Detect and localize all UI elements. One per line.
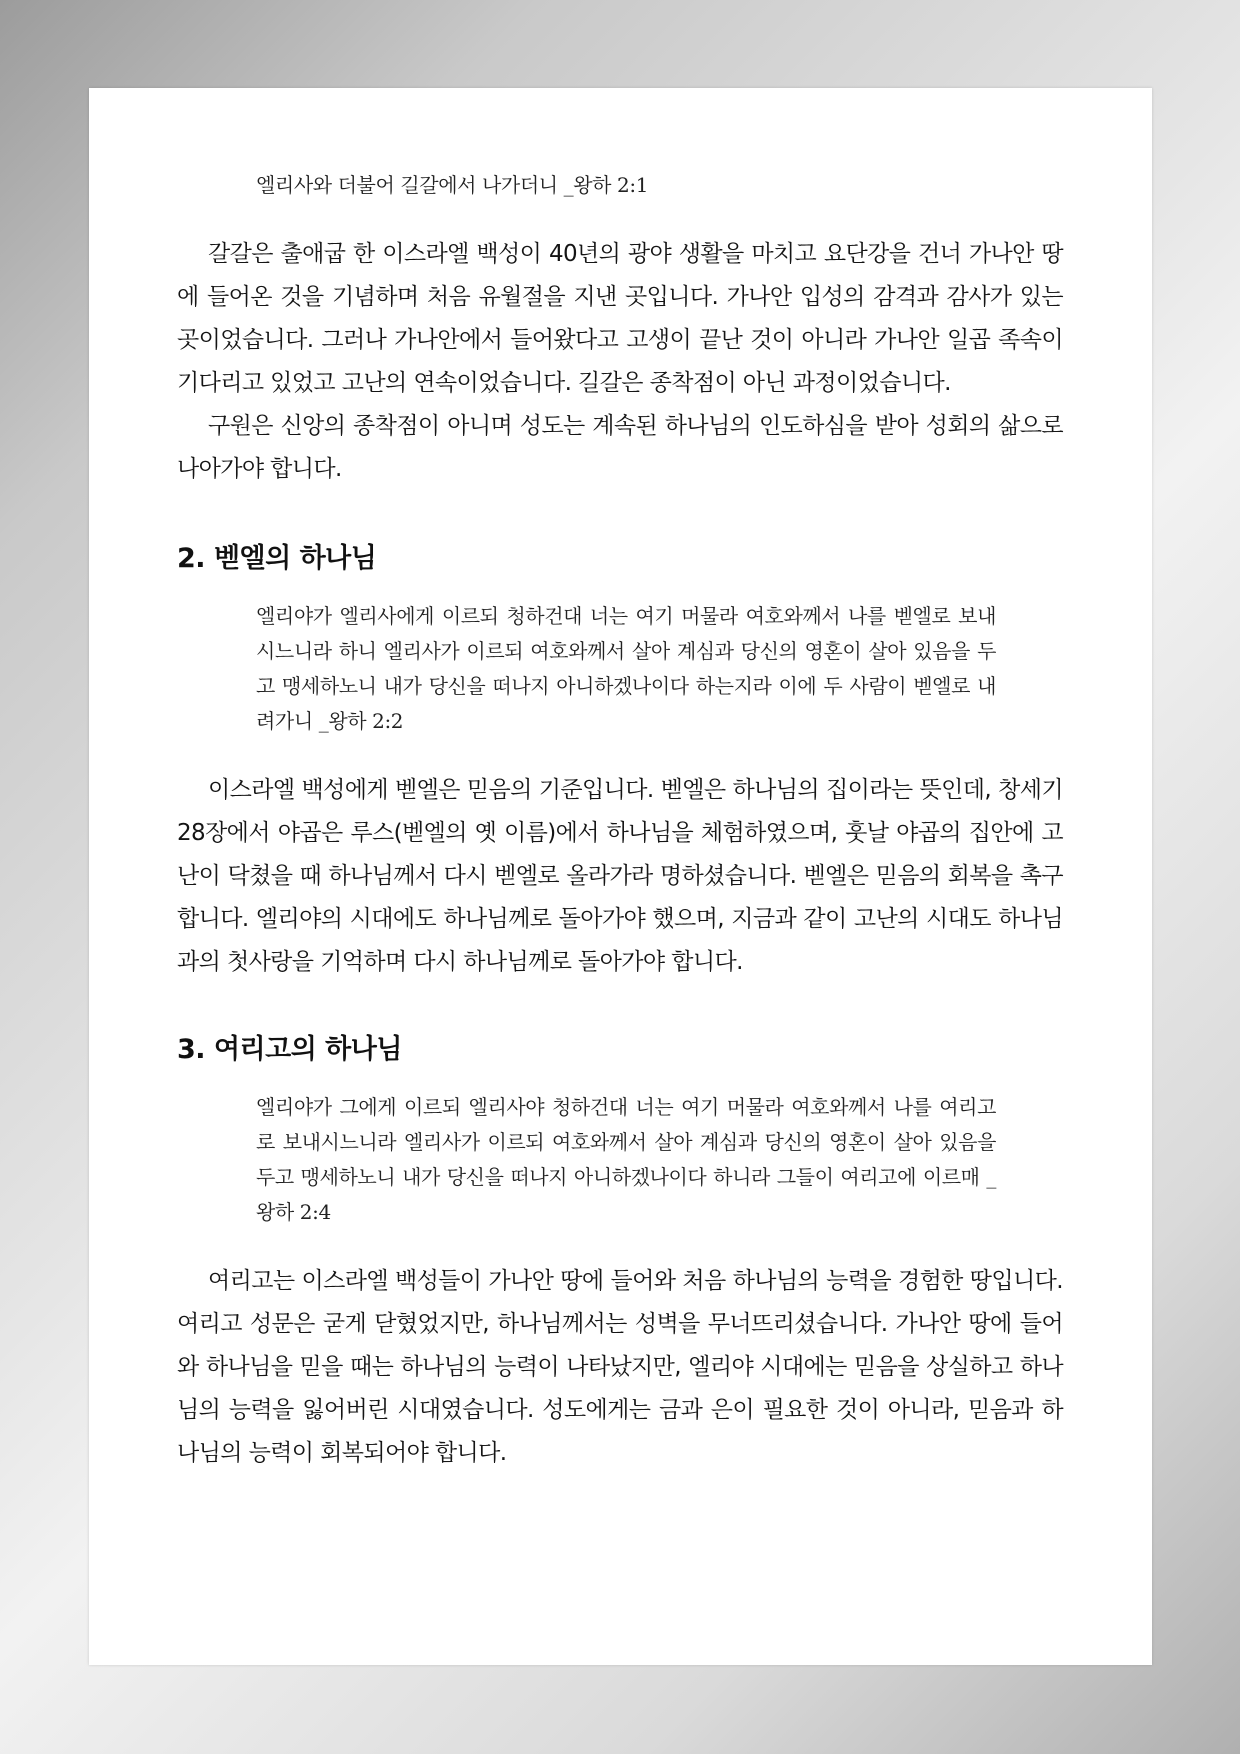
document-page bbox=[89, 88, 1152, 1665]
body-paragraph: 구원은 신앙의 종착점이 아니며 성도는 계속된 하나님의 인도하심을 받아 성회의 삶으로 나아가야 합니다. bbox=[177, 413, 1063, 482]
section-heading: 2. 벧엘의 하나님 bbox=[177, 543, 377, 574]
body-paragraph: 갈갈은 출애굽 한 이스라엘 백성이 40년의 광야 생활을 마치고 요단강을 건너 가나안 땅에 들어온 것을 기념하며 처음 유월절을 지낸 곳입니다. 가나안 입성의 감격과 감사가 있는 곳이었습니다. 그러나 가나안에서 들어왔다고 고생이 끝난 것이 아니라 가나안 일곱 족속이 기다리고 있었고 고난의 연속이었습니다. 길갈은 종착점이 아닌 과정이었습니다. bbox=[177, 241, 1063, 396]
page-content bbox=[177, 168, 1063, 1475]
body-paragraph: 이스라엘 백성에게 벧엘은 믿음의 기준입니다. 벧엘은 하나님의 집이라는 뜻인데, 창세기 28장에서 야곱은 루스(벧엘의 옛 이름)에서 하나님을 체험하였으며, 훗날 야곱의 집안에 고난이 닥쳤을 때 하나님께서 다시 벧엘로 올라가라 명하셨습니다. 벧엘은 믿음의 회복을 촉구합니다. 엘리야의 시대에도 하나님께로 돌아가야 했으며, 지금과 같이 고난의 시대도 하나님과의 첫사랑을 기억하며 다시 하나님께로 돌아가야 합니다. bbox=[177, 777, 1063, 975]
body-paragraph: 여리고는 이스라엘 백성들이 가나안 땅에 들어와 처음 하나님의 능력을 경험한 땅입니다. 여리고 성문은 굳게 닫혔었지만, 하나님께서는 성벽을 무너뜨리셨습니다. 가나안 땅에 들어와 하나님을 믿을 때는 하나님의 능력이 나타났지만, 엘리야 시대에는 믿음을 상실하고 하나님의 능력을 잃어버린 시대였습니다. 성도에게는 금과 은이 필요한 것이 아니라, 믿음과 하나님의 능력이 회복되어야 합니다. bbox=[177, 1268, 1063, 1466]
scripture-quote: 엘리사와 더불어 길갈에서 나가더니 _왕하 2:1 bbox=[256, 173, 649, 197]
section-heading: 3. 여리고의 하나님 bbox=[177, 1034, 402, 1065]
scripture-quote: 엘리야가 그에게 이르되 엘리사야 청하건대 너는 여기 머물라 여호와께서 나를 여리고로 보내시느니라 엘리사가 이르되 여호와께서 살아 계심과 당신의 영혼이 살아 있음을 두고 맹세하노니 내가 당신을 떠나지 아니하겠나이다 하니라 그들이 여리고에 이르매 _왕하 2:4 bbox=[256, 1095, 996, 1224]
scripture-quote: 엘리야가 엘리사에게 이르되 청하건대 너는 여기 머물라 여호와께서 나를 벧엘로 보내시느니라 하니 엘리사가 이르되 여호와께서 살아 계심과 당신의 영혼이 살아 있음을 두고 맹세하노니 내가 당신을 떠나지 아니하겠나이다 하는지라 이에 두 사람이 벧엘로 내려가니 _왕하 2:2 bbox=[256, 604, 996, 733]
